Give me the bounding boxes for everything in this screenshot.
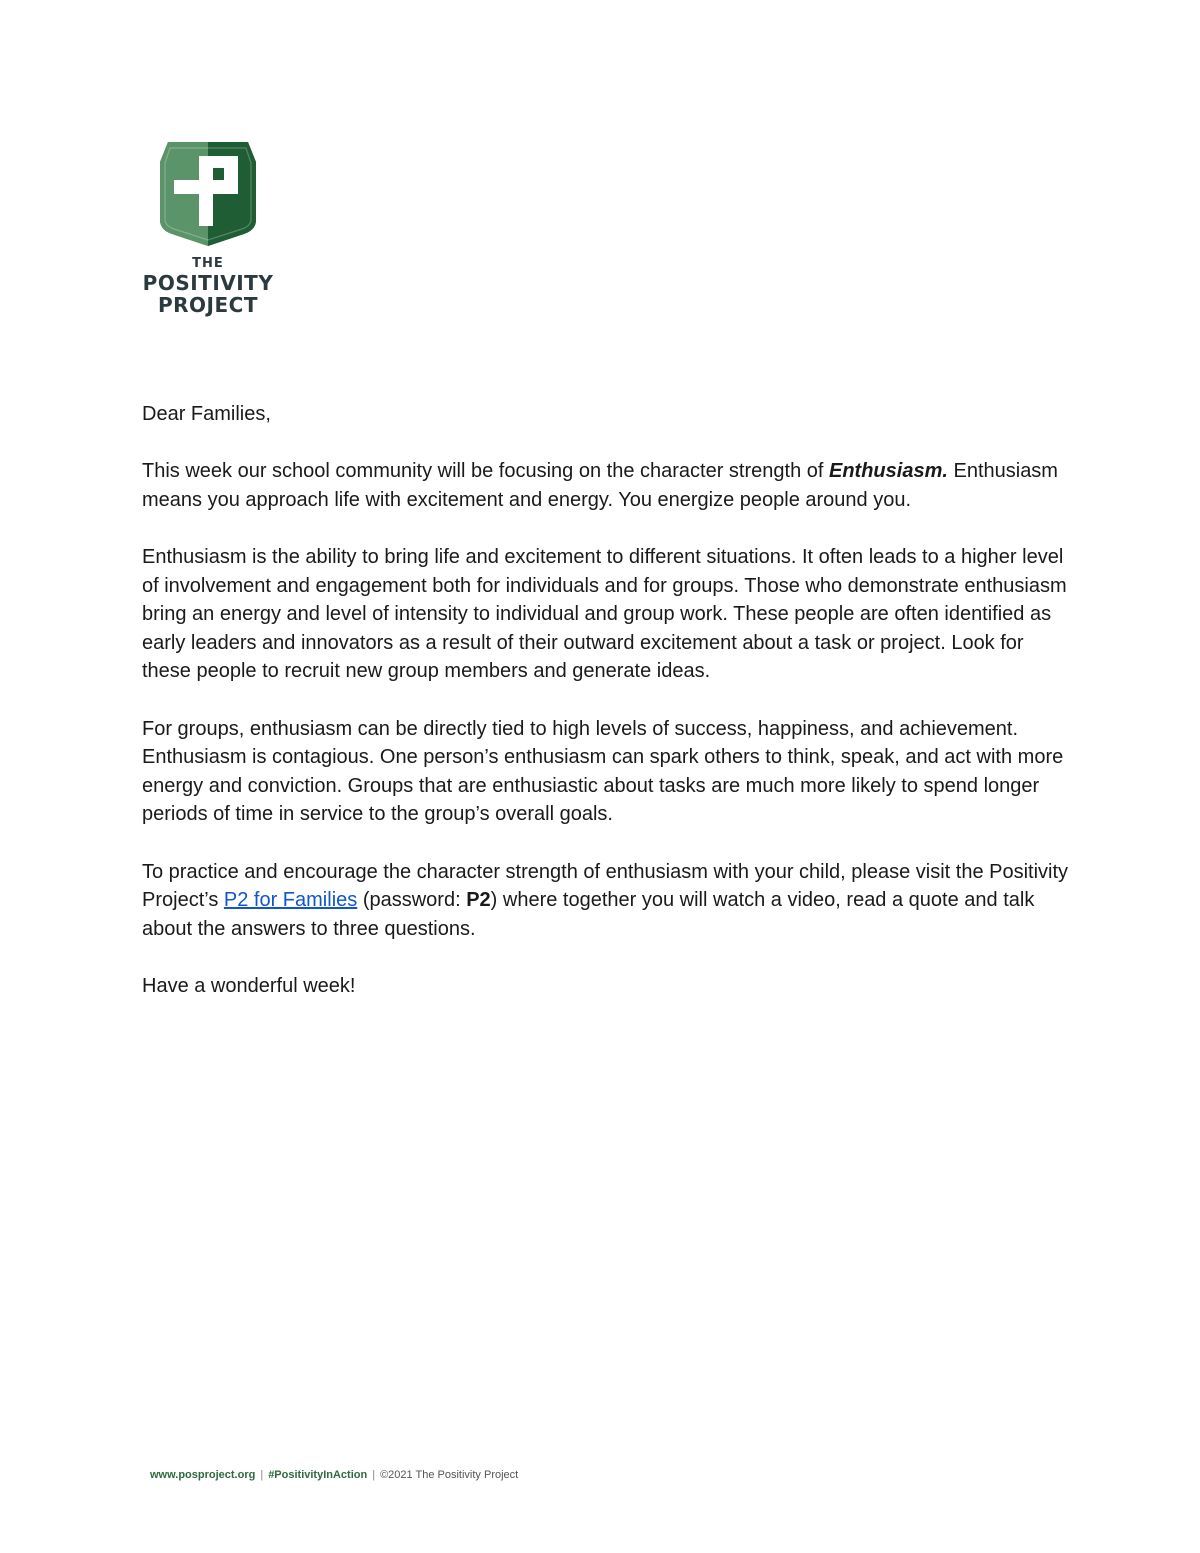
shield-logo-icon xyxy=(138,138,278,250)
paragraph-intro xyxy=(142,457,1072,514)
password-value: P2 xyxy=(466,889,491,912)
positivity-project-logo xyxy=(138,138,278,318)
logo-text-project: PROJECT xyxy=(158,293,258,317)
intro-text: This week our school community will be focusing on the character strength of xyxy=(142,460,829,483)
salutation: Dear Families, xyxy=(142,403,271,425)
letter-body xyxy=(142,400,1072,1029)
paragraph-practice xyxy=(142,858,1072,944)
practice-text: To practice and encourage the character strength of enthusiasm with your child, please visit the Positivity Project’s xyxy=(142,860,1069,912)
closing: Have a wonderful week! xyxy=(142,974,356,997)
practice-text-end: ) where together you will watch a video, read a quote and talk about the answers to three questions. xyxy=(142,889,1035,940)
paragraph-description: Enthusiasm is the ability to bring life and excitement to different situations. It often leads to a higher level of involvement and engagement both for individuals and for groups. Those who demonstrate enthusiasm bring an energy and level of intensity to individual and group work. These people are often identified as early leaders and innovators as a result of their outward excitement about a task or project. Look for these people to recruit new group members and generate ideas. xyxy=(142,545,1067,683)
password-label: (password: xyxy=(357,889,467,912)
footer-hashtag: #PositivityInAction xyxy=(268,1469,368,1481)
footer xyxy=(150,1469,518,1481)
paragraph-groups: For groups, enthusiasm can be directly tied to high levels of success, happiness, and achievement. Enthusiasm is contagious. One person’s enthusiasm can spark others to think, speak, and act with more energy and conviction. Groups that are enthusiastic about tasks are much more likely to spend longer periods of time in service to the group’s overall goals. xyxy=(142,717,1064,826)
logo-text-positivity: POSITIVITY xyxy=(142,271,274,295)
p2-for-families-link[interactable]: P2 for Families xyxy=(223,889,358,912)
footer-website[interactable]: www.posproject.org xyxy=(150,1469,256,1481)
footer-copyright: ©2021 The Positivity Project xyxy=(380,1469,519,1481)
logo-text-the: THE xyxy=(192,256,224,271)
footer-separator: | xyxy=(372,1469,376,1481)
character-strength: Enthusiasm. xyxy=(829,460,948,483)
footer-separator: | xyxy=(260,1469,264,1481)
intro-definition: Enthusiasm means you approach life with excitement and energy. You energize people around you. xyxy=(142,460,1058,511)
